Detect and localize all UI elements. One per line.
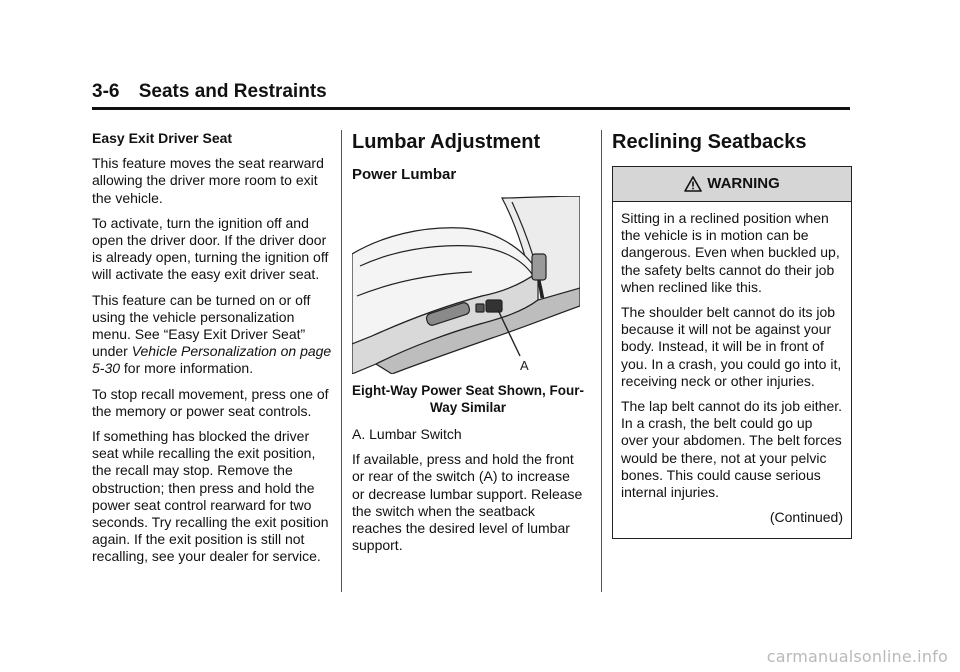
easy-exit-paragraph-5: If something has blocked the driver seat while recalling the exit position, the recall may stop. Remove the obstruction; then press and hold the power seat control rearward for two seconds. Try recalling the exit position again. If the exit position is still not recalling, see your dealer for service. (92, 428, 329, 565)
power-lumbar-subtitle: Power Lumbar (352, 166, 457, 183)
p3-text-b: for more information. (120, 360, 254, 377)
lumbar-body: If available, press and hold the front or rear of the switch (A) to increase or decrease lumbar support. Release the switch when the seatback reaches the desired level of lumbar support. (352, 451, 583, 554)
recline-switch (476, 304, 484, 312)
lumbar-legend: A. Lumbar Switch (352, 426, 462, 442)
warning-header (613, 167, 851, 202)
column-divider-2 (601, 130, 602, 592)
callout-label-a: A (520, 358, 529, 373)
column-reclining (612, 130, 852, 539)
personalization-reference-link[interactable]: Vehicle Personalization on page 5-30 (92, 343, 332, 377)
easy-exit-paragraph-2: To activate, turn the ignition off and open the driver door. If the driver door is already open, turning the ignition off will activate the easy exit driver seat. (92, 214, 329, 283)
warning-box (612, 166, 852, 539)
easy-exit-heading: Easy Exit Driver Seat (92, 130, 233, 146)
belt-buckle (532, 254, 546, 280)
continued-label: (Continued) (769, 509, 843, 526)
warning-paragraph-2: The shoulder belt cannot do its job because it will not be against your body. Instead, it will be in front of you. In a crash, you could go into it, receiving neck or other injuries. (621, 304, 842, 389)
column-divider-1 (341, 130, 342, 592)
section-title: Seats and Restraints (138, 81, 327, 102)
p3-text-a: This feature can be turned on or off using the vehicle personalization menu. See “Easy Exit Driver Seat” under (92, 291, 311, 360)
lumbar-adjustment-title: Lumbar Adjustment (352, 131, 541, 153)
warning-paragraph-1: Sitting in a reclined position when the vehicle is in motion can be dangerous. Even when buckled up, the safety belts cannot do their job when reclined like this. (621, 210, 840, 295)
column-easy-exit (92, 130, 332, 574)
lumbar-switch (486, 300, 502, 312)
warning-triangle-icon (684, 176, 702, 192)
page-header (92, 80, 850, 110)
power-seat-illustration (352, 196, 580, 374)
easy-exit-paragraph-3 (92, 292, 332, 378)
easy-exit-paragraph-4: To stop recall movement, press one of the memory or power seat controls. (92, 385, 329, 419)
easy-exit-paragraph-1: This feature moves the seat rearward allowing the driver more room to exit the vehicle. (92, 155, 324, 206)
page-number: 3-6 (92, 81, 120, 102)
warning-paragraph-3: The lap belt cannot do its job either. In a crash, the belt could go up over your abdomen. The belt forces would be there, not at your pelvic bones. This could cause serious internal injuries. (621, 398, 843, 501)
warning-body (613, 202, 851, 538)
figure-caption: Eight-Way Power Seat Shown, Four-Way Similar (352, 383, 585, 415)
seat-drawing (352, 196, 580, 374)
watermark-text: carmanualsonline.info (766, 647, 948, 666)
reclining-seatbacks-title: Reclining Seatbacks (612, 131, 807, 153)
column-lumbar (352, 130, 584, 562)
warning-label: WARNING (707, 175, 780, 193)
